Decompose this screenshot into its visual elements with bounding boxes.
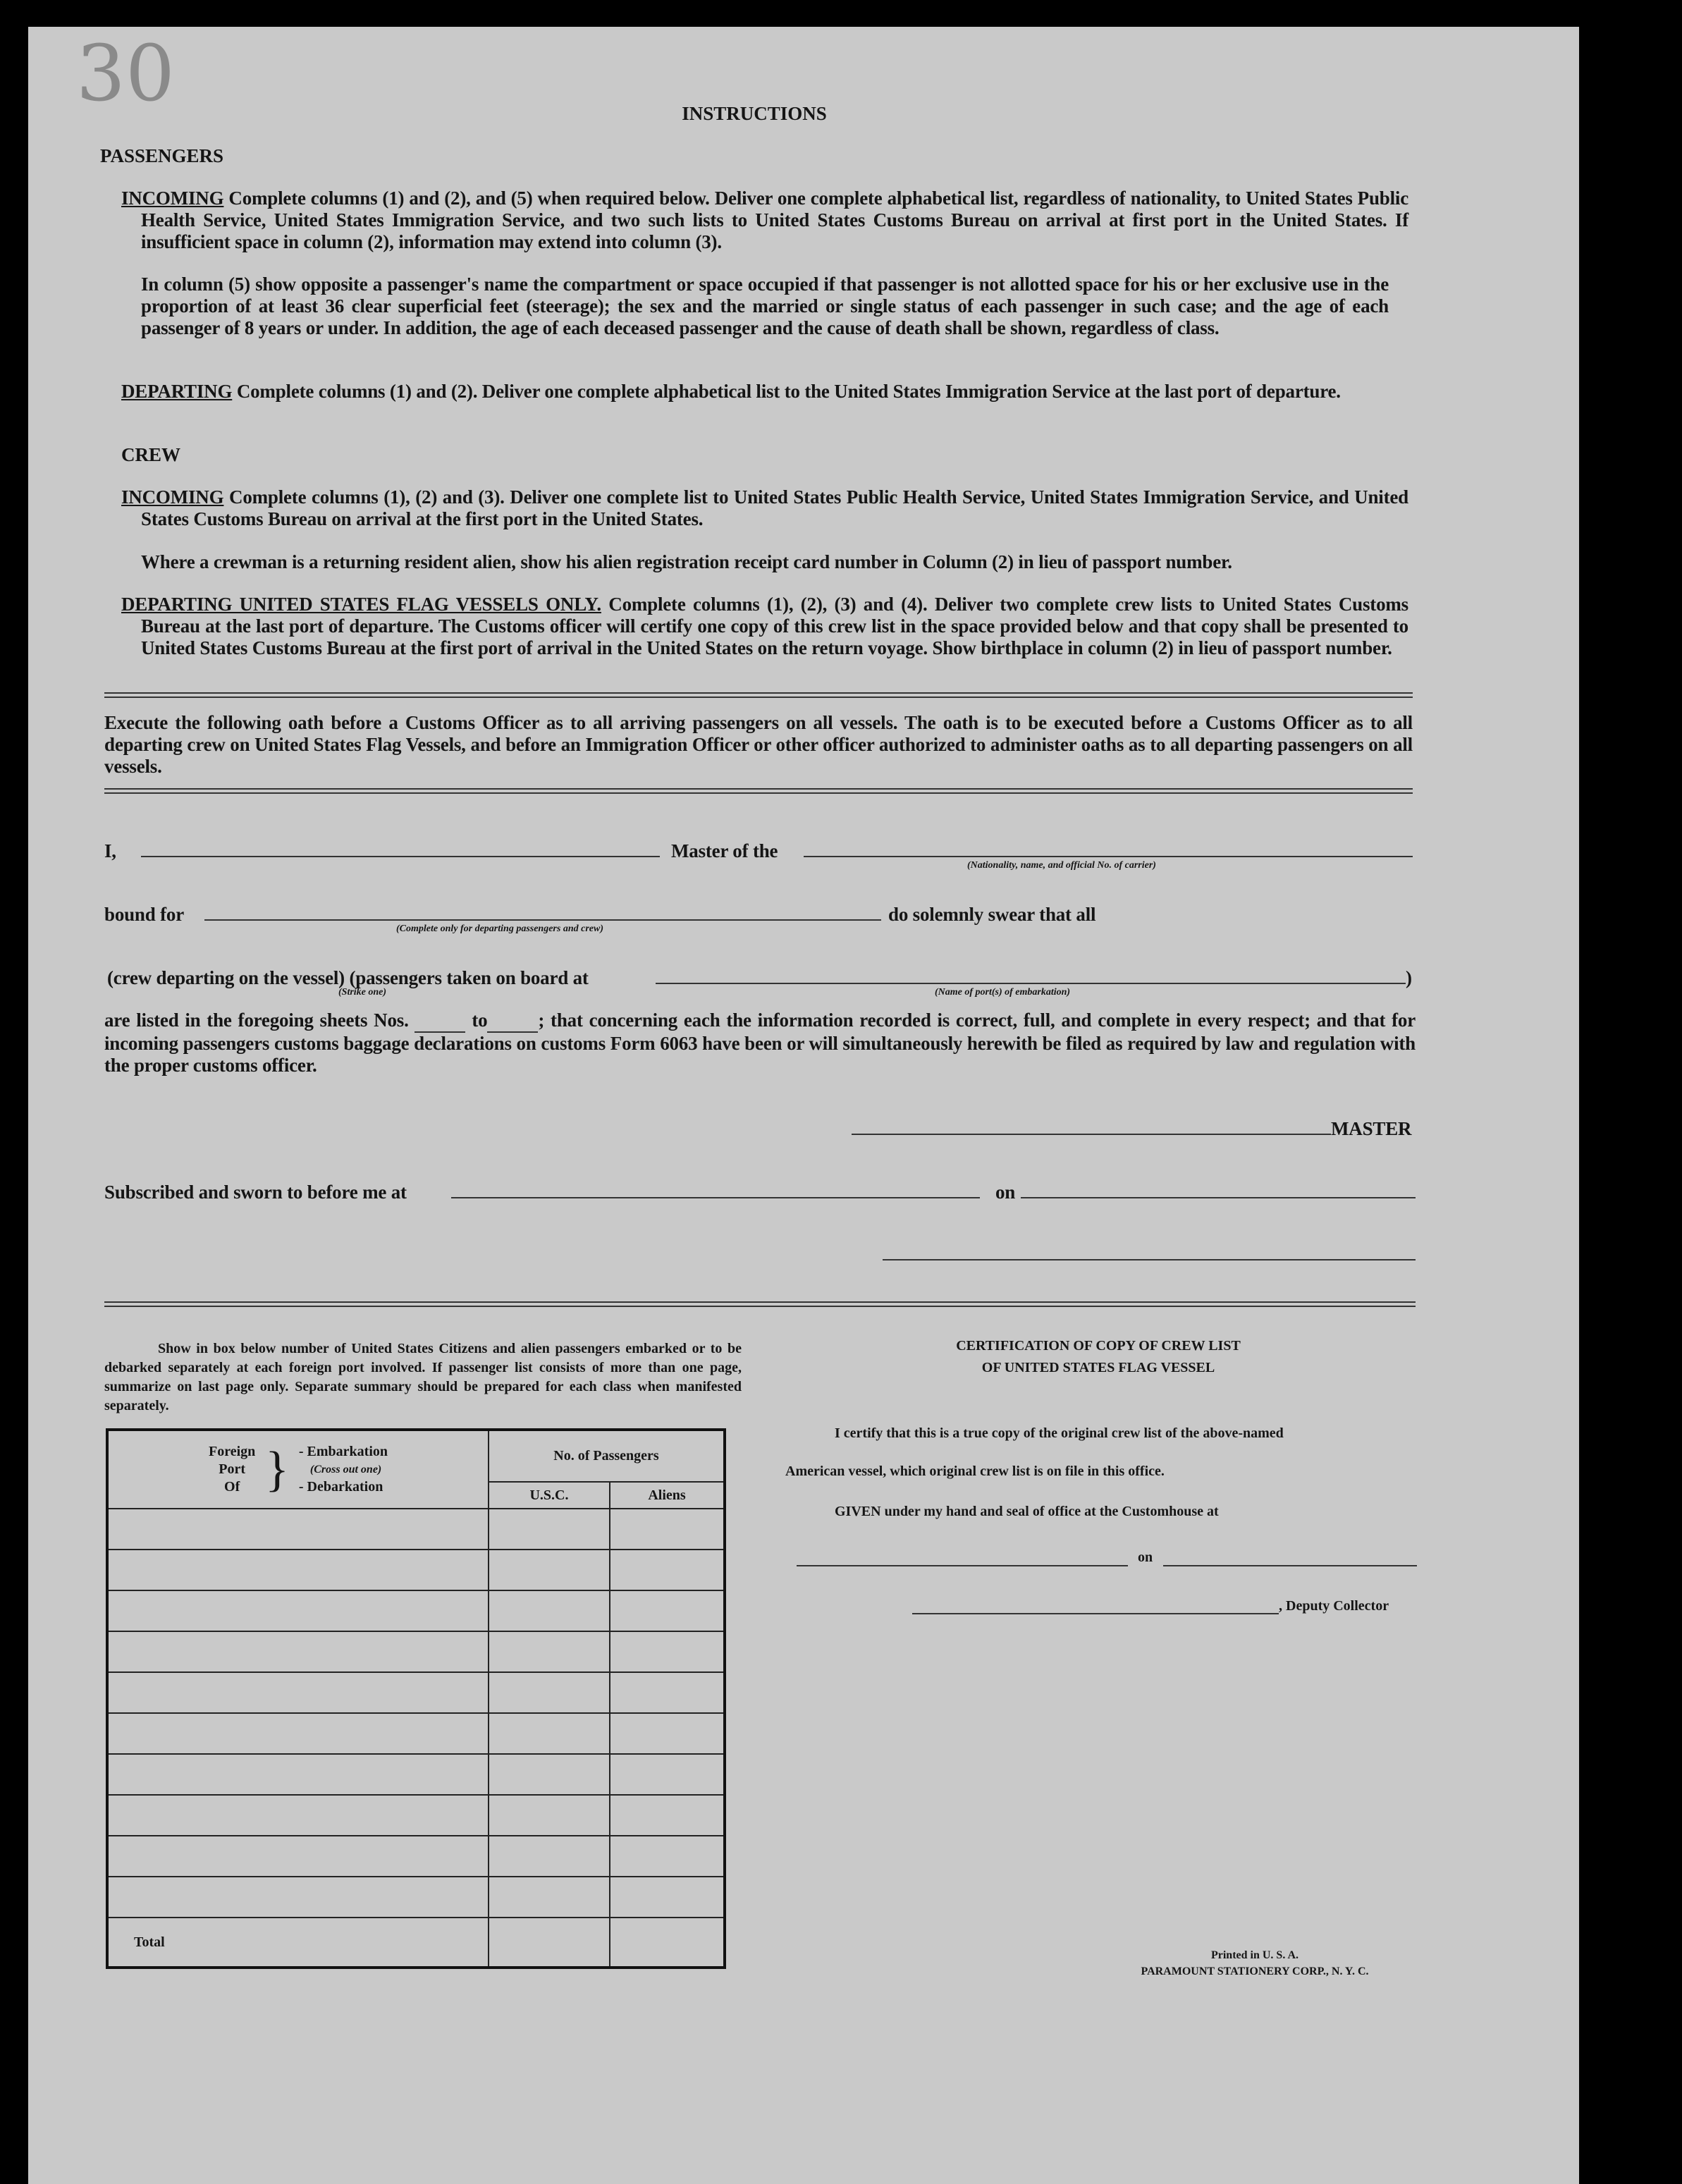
aliens-total-cell[interactable] xyxy=(610,1918,725,1968)
usc-cell[interactable] xyxy=(489,1509,610,1550)
passenger-summary-table xyxy=(106,1428,726,1969)
table-row xyxy=(107,1795,725,1836)
listed-text: are listed in the foregoing sheets Nos. xyxy=(104,1010,409,1031)
crew-departing-paragraph xyxy=(121,594,1408,659)
incoming-label: INCOMING xyxy=(121,188,224,209)
table-row xyxy=(107,1754,725,1795)
customhouse-field[interactable] xyxy=(797,1565,1128,1566)
passengers-heading: PASSENGERS xyxy=(100,145,224,166)
sheets-paragraph xyxy=(104,1010,1416,1076)
bound-for-field[interactable] xyxy=(204,919,881,921)
aliens-cell[interactable] xyxy=(610,1550,725,1590)
usc-cell[interactable] xyxy=(489,1877,610,1918)
certification-title-1: CERTIFICATION OF COPY OF CREW LIST xyxy=(956,1338,1241,1354)
total-label: Total xyxy=(107,1918,489,1968)
port-cell[interactable] xyxy=(107,1836,489,1877)
certification-title xyxy=(775,1335,1421,1379)
oath-i-label: I, xyxy=(104,840,116,861)
oath-instructions: Execute the following oath before a Customs Officer as to all arriving passengers on all vessels. The oath is to be executed before a Customs Officer as to all departing crew on United States Flag Vessels, and before an Immigration Officer or other officer authorized to administer oaths as to all departing passengers on all vessels. xyxy=(104,712,1413,777)
usc-cell[interactable] xyxy=(489,1836,610,1877)
master-label: MASTER xyxy=(1331,1118,1412,1139)
carrier-caption: (Nationality, name, and official No. of carrier) xyxy=(967,860,1156,871)
bound-for-label: bound for xyxy=(104,904,184,925)
port-cell[interactable] xyxy=(107,1754,489,1795)
port-cell[interactable] xyxy=(107,1590,489,1631)
incoming-text: Complete columns (1) and (2), and (5) when required below. Deliver one complete alphabetical list, regardless of nationality, to United States Public Health Service, United States Immigration Service, and two such lists to United States Customs Bureau on arrival at first port in the United States. If insufficient space in column (2), information may extend into column (3). xyxy=(141,188,1408,252)
port-label: Port xyxy=(219,1461,246,1477)
listed-text-2: ; that concerning each the information recorded is correct, full, and complete in every respect; and that for incoming passengers customs baggage declarations on customs Form 6063 have been or will simultaneously herewith be filed as required by law and regulation with the proper customs officer. xyxy=(104,1010,1416,1076)
master-of-label: Master of the xyxy=(671,840,778,861)
master-name-field[interactable] xyxy=(141,856,660,857)
subscribed-label: Subscribed and sworn to before me at xyxy=(104,1182,407,1203)
aliens-cell[interactable] xyxy=(610,1509,725,1550)
aliens-cell[interactable] xyxy=(610,1631,725,1672)
aliens-header: Aliens xyxy=(610,1482,725,1509)
table-row xyxy=(107,1590,725,1631)
debarkation-label: - Debarkation xyxy=(298,1479,383,1495)
usc-cell[interactable] xyxy=(489,1754,610,1795)
certify-line-1: I certify that this is a true copy of the original crew list of the above-named xyxy=(835,1425,1284,1441)
port-cell[interactable] xyxy=(107,1550,489,1590)
table-row xyxy=(107,1877,725,1918)
port-cell[interactable] xyxy=(107,1877,489,1918)
certification-title-2: OF UNITED STATES FLAG VESSEL xyxy=(981,1360,1215,1375)
sheet-to-field[interactable] xyxy=(487,1010,538,1033)
swear-label: do solemnly swear that all xyxy=(888,904,1096,925)
table-row xyxy=(107,1509,725,1550)
crew-incoming-paragraph xyxy=(121,486,1408,530)
sheet-from-field[interactable] xyxy=(415,1010,465,1033)
passengers-departing-paragraph xyxy=(121,381,1408,403)
table-row xyxy=(107,1631,725,1672)
crew-departing-text: Complete columns (1), (2), (3) and (4). Deliver two complete crew lists to United States Customs Bureau at the last port of departure. The Customs officer will certify one copy of this crew list in the space provided below and that copy shall be presented to United States Customs Bureau at the first port of arrival in the United States on the return voyage. Show birthplace in column (2) in lieu of passport number. xyxy=(141,594,1408,658)
foreign-label: Foreign xyxy=(208,1444,256,1459)
no-passengers-header: No. of Passengers xyxy=(489,1430,725,1482)
usc-cell[interactable] xyxy=(489,1672,610,1713)
usc-cell[interactable] xyxy=(489,1795,610,1836)
usc-cell[interactable] xyxy=(489,1713,610,1754)
crew-heading: CREW xyxy=(121,444,181,465)
port-cell[interactable] xyxy=(107,1713,489,1754)
table-row xyxy=(107,1672,725,1713)
embarkation-ports-field[interactable] xyxy=(656,983,1406,984)
usc-header: U.S.C. xyxy=(489,1482,610,1509)
table-row xyxy=(107,1713,725,1754)
divider xyxy=(104,788,1413,794)
aliens-cell[interactable] xyxy=(610,1795,725,1836)
to-label: to xyxy=(472,1010,488,1031)
departing-text: Complete columns (1) and (2). Deliver one complete alphabetical list to the United States Immigration Service at the last port of departure. xyxy=(236,381,1341,402)
aliens-cell[interactable] xyxy=(610,1877,725,1918)
usc-cell[interactable] xyxy=(489,1590,610,1631)
sworn-date-field[interactable] xyxy=(1021,1197,1416,1198)
aliens-cell[interactable] xyxy=(610,1713,725,1754)
departing-label: DEPARTING xyxy=(121,381,233,402)
certify-line-2: American vessel, which original crew list is on file in this office. xyxy=(785,1464,1165,1479)
crew-passengers-label: (crew departing on the vessel) (passengers taken on board at xyxy=(107,967,589,988)
summary-instructions: Show in box below number of United States Citizens and alien passengers embarked or to be debarked separately at each foreign port involved. If passenger list consists of more than one page, summarize on last page only. Separate summary should be prepared for each class when manifested separately. xyxy=(104,1341,742,1413)
aliens-cell[interactable] xyxy=(610,1836,725,1877)
printer-line-2: PARAMOUNT STATIONERY CORP., N. Y. C. xyxy=(1141,1965,1369,1977)
total-row xyxy=(107,1918,725,1968)
usc-cell[interactable] xyxy=(489,1631,610,1672)
aliens-cell[interactable] xyxy=(610,1590,725,1631)
page-title: INSTRUCTIONS xyxy=(682,103,827,124)
resident-alien-paragraph: Where a crewman is a returning resident alien, show his alien registration receipt card number in Column (2) in lieu of passport number. xyxy=(141,551,1232,572)
cert-date-field[interactable] xyxy=(1163,1565,1417,1566)
port-cell[interactable] xyxy=(107,1795,489,1836)
close-paren: ) xyxy=(1406,967,1412,988)
carrier-field[interactable] xyxy=(804,856,1413,857)
on-label: on xyxy=(995,1182,1016,1203)
divider xyxy=(104,692,1413,698)
sworn-place-field[interactable] xyxy=(451,1197,980,1198)
cert-on-label: on xyxy=(1138,1550,1153,1565)
printer-line-1: Printed in U. S. A. xyxy=(1210,1949,1299,1961)
usc-total-cell[interactable] xyxy=(489,1918,610,1968)
aliens-cell[interactable] xyxy=(610,1754,725,1795)
printer-imprint xyxy=(1100,1947,1410,1980)
given-line: GIVEN under my hand and seal of office at the Customhouse at xyxy=(835,1504,1219,1519)
embarkation-label: - Embarkation xyxy=(298,1444,388,1459)
table-row xyxy=(107,1836,725,1877)
deputy-signature-field[interactable] xyxy=(912,1613,1279,1614)
deputy-collector-label: , Deputy Collector xyxy=(1279,1598,1389,1614)
of-label: Of xyxy=(224,1479,240,1495)
bound-caption: (Complete only for departing passengers and crew) xyxy=(396,924,603,934)
cross-out-label: (Cross out one) xyxy=(309,1464,382,1476)
aliens-cell[interactable] xyxy=(610,1672,725,1713)
master-signature-field[interactable] xyxy=(852,1134,1331,1135)
column5-paragraph: In column (5) show opposite a passenger's name the compartment or space occupied if that passenger is not allotted space for his or her exclusive use in the proportion of at least 36 clear superficial feet (steerage); the sex and the married or single status of each passenger in such case; and the age of each passenger of 8 years or under. In addition, the age of each deceased passenger and the cause of death shall be shown, regardless of class. xyxy=(141,274,1389,338)
crew-departing-label: DEPARTING UNITED STATES FLAG VESSELS ONLY. xyxy=(121,594,601,615)
divider xyxy=(104,1301,1416,1307)
ports-caption: (Name of port(s) of embarkation) xyxy=(935,987,1071,998)
handwritten-mark: 30 xyxy=(76,28,175,118)
crew-incoming-label: INCOMING xyxy=(121,486,224,508)
table-row xyxy=(107,1550,725,1590)
port-cell[interactable] xyxy=(107,1631,489,1672)
brace-icon: } xyxy=(265,1442,289,1497)
crew-incoming-text: Complete columns (1), (2) and (3). Deliver one complete list to United States Public Health Service, United States Immigration Service, and United States Customs Bureau on arrival at the first port in the United States. xyxy=(141,486,1408,529)
port-header-cell xyxy=(107,1430,489,1509)
port-cell[interactable] xyxy=(107,1509,489,1550)
officer-signature-field[interactable] xyxy=(883,1259,1416,1260)
port-cell[interactable] xyxy=(107,1672,489,1713)
passengers-incoming-paragraph xyxy=(121,188,1408,253)
usc-cell[interactable] xyxy=(489,1550,610,1590)
strike-caption: (Strike one) xyxy=(338,987,387,998)
